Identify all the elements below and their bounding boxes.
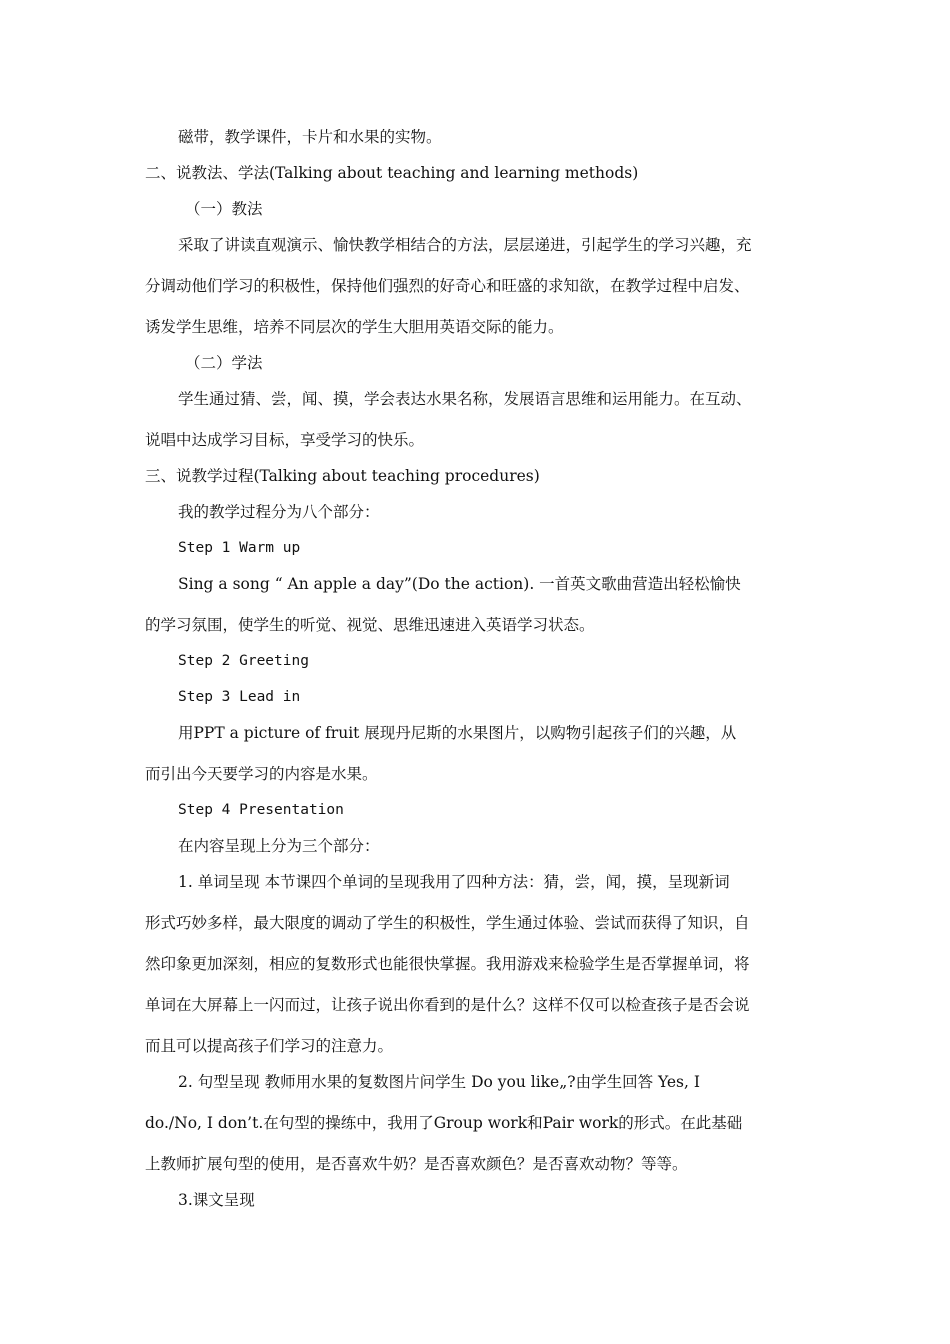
paragraph-line: 用PPT a picture of fruit 展现丹尼斯的水果图片，以购物引起孩子们的兴趣，从: [178, 724, 737, 742]
section-heading-methods: 二、说教法、学法(Talking about teaching and learning methods): [145, 164, 639, 182]
subheading-learning-method: （二）学法: [185, 354, 263, 372]
paragraph-line: 然印象更加深刻，相应的复数形式也能很快掌握。我用游戏来检验学生是否掌握单词，将: [145, 955, 750, 973]
step-heading: Step 3 Lead in: [178, 689, 301, 705]
section-heading-procedures: 三、说教学过程(Talking about teaching procedures): [145, 467, 540, 485]
step-heading: Step 2 Greeting: [178, 653, 309, 669]
paragraph-line: 分调动他们学习的积极性，保持他们强烈的好奇心和旺盛的求知欲，在教学过程中启发、: [145, 277, 750, 295]
paragraph-line: do./No, I don’t.在句型的操练中，我用了Group work和Pair work的形式。在此基础: [145, 1114, 743, 1132]
step-heading: Step 1 Warm up: [178, 540, 301, 556]
paragraph-line: Sing a song “ An apple a day”(Do the action). 一首英文歌曲营造出轻松愉快: [178, 575, 741, 593]
paragraph-line: 在内容呈现上分为三个部分：: [178, 837, 380, 855]
paragraph-line: 我的教学过程分为八个部分：: [178, 503, 380, 521]
materials-line: 磁带，教学课件，卡片和水果的实物。: [178, 128, 442, 146]
list-item-line: 1. 单词呈现 本节课四个单词的呈现我用了四种方法：猜，尝，闻，摸，呈现新词: [178, 873, 730, 891]
paragraph-line: 学生通过猜、尝，闻、摸，学会表达水果名称，发展语言思维和运用能力。在互动、: [178, 390, 752, 408]
paragraph-line: 上教师扩展句型的使用，是否喜欢牛奶？是否喜欢颜色？是否喜欢动物？等等。: [145, 1155, 688, 1173]
step-heading: Step 4 Presentation: [178, 802, 344, 818]
paragraph-line: 诱发学生思维，培养不同层次的学生大胆用英语交际的能力。: [145, 318, 564, 336]
paragraph-line: 单词在大屏幕上一闪而过，让孩子说出你看到的是什么？这样不仅可以检查孩子是否会说: [145, 996, 750, 1014]
subheading-teaching-method: （一）教法: [185, 200, 263, 218]
paragraph-line: 而且可以提高孩子们学习的注意力。: [145, 1037, 394, 1055]
paragraph-line: 形式巧妙多样，最大限度的调动了学生的积极性，学生通过体验、尝试而获得了知识，自: [145, 914, 750, 932]
paragraph-line: 采取了讲读直观演示、愉快教学相结合的方法，层层递进，引起学生的学习兴趣，充: [178, 236, 752, 254]
list-item-line: 2. 句型呈现 教师用水果的复数图片问学生 Do you like„?由学生回答 Yes, I: [178, 1073, 700, 1091]
paragraph-line: 的学习氛围，使学生的听觉、视觉、思维迅速进入英语学习状态。: [145, 616, 595, 634]
paragraph-line: 而引出今天要学习的内容是水果。: [145, 765, 378, 783]
list-item-line: 3.课文呈现: [178, 1191, 255, 1209]
paragraph-line: 说唱中达成学习目标，享受学习的快乐。: [145, 431, 425, 449]
